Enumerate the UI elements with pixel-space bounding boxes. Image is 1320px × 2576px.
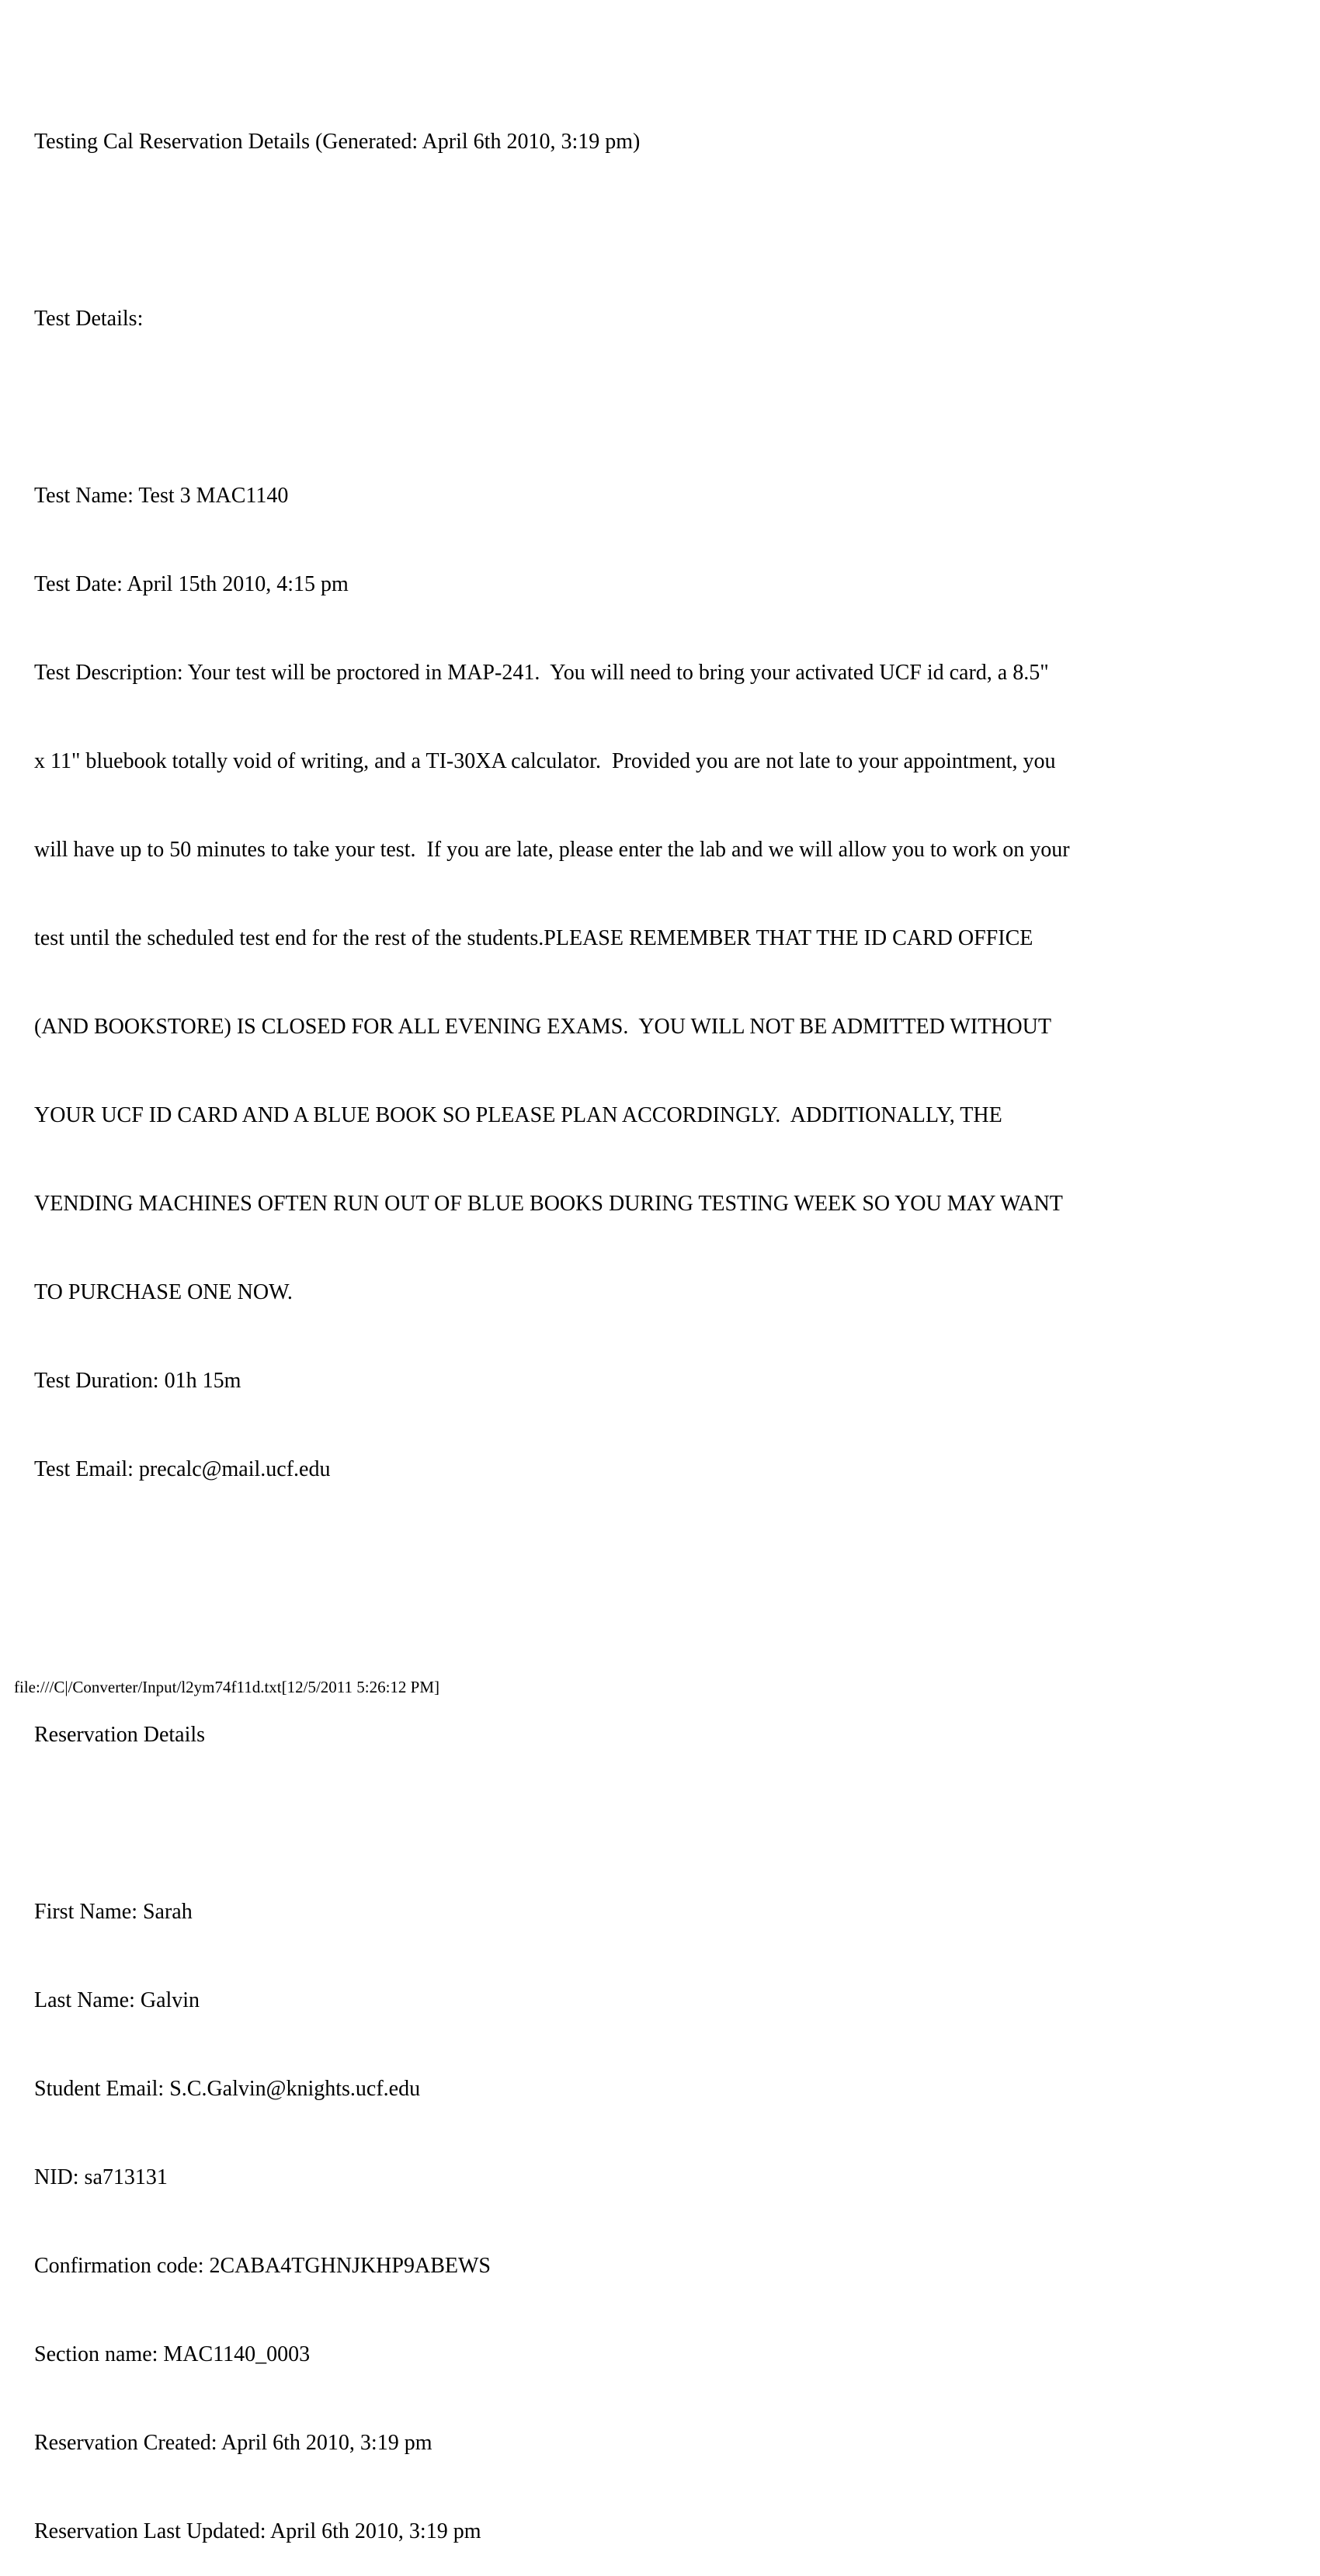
blank-line bbox=[34, 1632, 1298, 1661]
blank-line bbox=[34, 1809, 1298, 1838]
reservation-updated-line: Reservation Last Updated: April 6th 2010, 3:19 pm bbox=[34, 2519, 481, 2543]
blank-line bbox=[34, 1543, 1298, 1573]
test-date-line: Test Date: April 15th 2010, 4:15 pm bbox=[34, 572, 349, 596]
reservation-created-line: Reservation Created: April 6th 2010, 3:19 pm bbox=[34, 2431, 432, 2455]
student-email-line: Student Email: S.C.Galvin@knights.ucf.edu bbox=[34, 2077, 421, 2101]
test-description-line: VENDING MACHINES OFTEN RUN OUT OF BLUE BOOKS DURING TESTING WEEK SO YOU MAY WANT bbox=[34, 1192, 1063, 1216]
test-description-line: x 11" bluebook totally void of writing, and a TI-30XA calculator. Provided you are not late to your appointment, you bbox=[34, 749, 1056, 773]
test-description-line: Test Description: Your test will be proctored in MAP-241. You will need to bring your activated UCF id card, a 8.5" bbox=[34, 661, 1049, 685]
document-title-line: Testing Cal Reservation Details (Generated: April 6th 2010, 3:19 pm) bbox=[34, 130, 641, 154]
test-details-heading: Test Details: bbox=[34, 307, 144, 331]
test-duration-line: Test Duration: 01h 15m bbox=[34, 1369, 241, 1393]
blank-line bbox=[34, 216, 1298, 245]
test-description-line: TO PURCHASE ONE NOW. bbox=[34, 1280, 293, 1304]
section-name-line: Section name: MAC1140_0003 bbox=[34, 2342, 311, 2366]
test-description-line: (AND BOOKSTORE) IS CLOSED FOR ALL EVENING EXAMS. YOU WILL NOT BE ADMITTED WITHOUT bbox=[34, 1015, 1051, 1039]
confirmation-code-line: Confirmation code: 2CABA4TGHNJKHP9ABEWS bbox=[34, 2254, 491, 2278]
footer-file-path: file:///C|/Converter/Input/l2ym74f11d.txt[12/5/2011 5:26:12 PM] bbox=[14, 1678, 440, 1696]
test-email-line: Test Email: precalc@mail.ucf.edu bbox=[34, 1457, 331, 1481]
nid-line: NID: sa713131 bbox=[34, 2165, 168, 2189]
reservation-details-heading: Reservation Details bbox=[34, 1723, 206, 1747]
test-name-line: Test Name: Test 3 MAC1140 bbox=[34, 484, 289, 508]
first-name-line: First Name: Sarah bbox=[34, 1900, 193, 1924]
last-name-line: Last Name: Galvin bbox=[34, 1988, 200, 2012]
test-description-line: will have up to 50 minutes to take your test. If you are late, please enter the lab and we will allow you to work on your bbox=[34, 838, 1070, 862]
document-body bbox=[34, 68, 1298, 2576]
test-description-line: test until the scheduled test end for the rest of the students.PLEASE REMEMBER THAT THE ID CARD OFFICE bbox=[34, 926, 1033, 950]
test-description-line: YOUR UCF ID CARD AND A BLUE BOOK SO PLEASE PLAN ACCORDINGLY. ADDITIONALLY, THE bbox=[34, 1103, 1002, 1127]
blank-line bbox=[34, 393, 1298, 422]
